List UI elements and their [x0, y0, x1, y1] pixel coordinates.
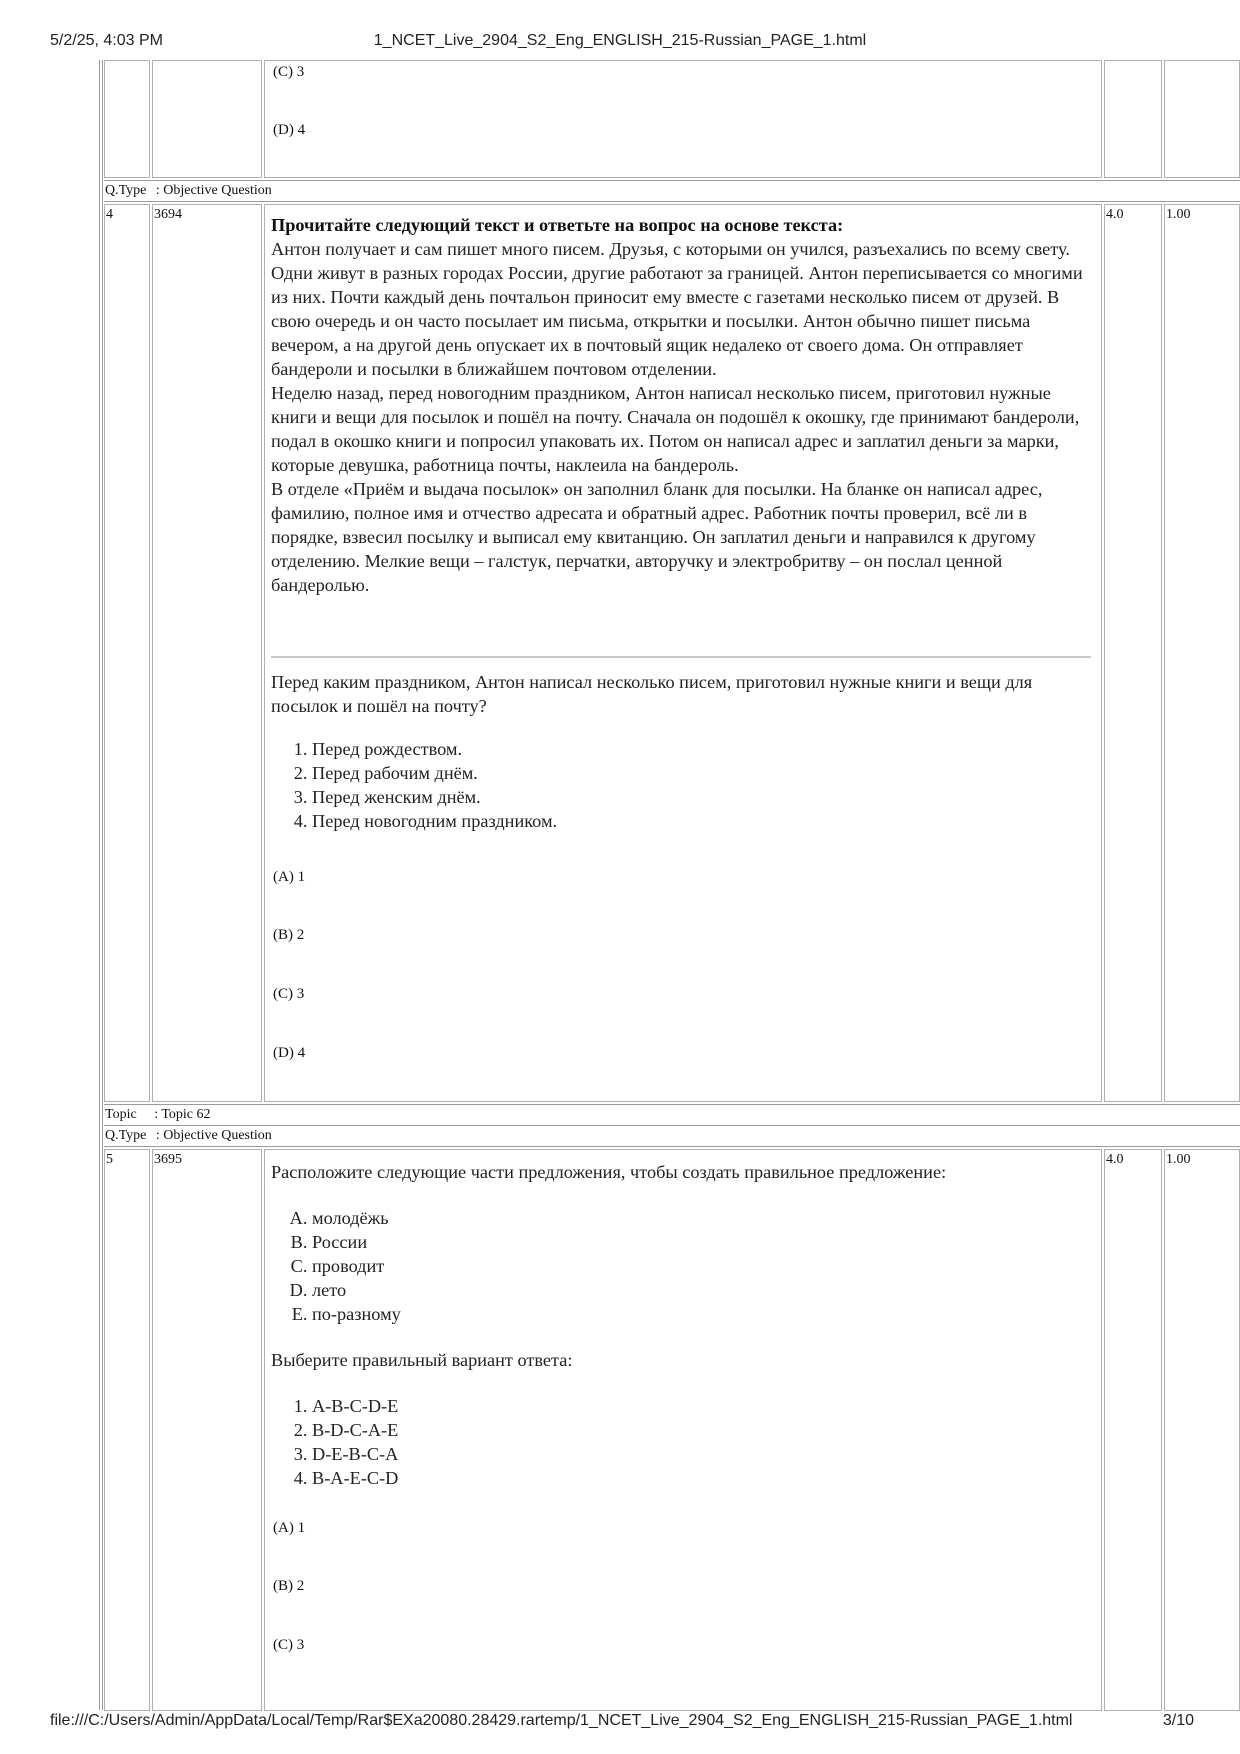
q4-paragraph-2: Неделю назад, перед новогодним праздником, Антон написал несколько писем, приготовил нужные книги и вещи для посылок и пошёл на почту. Сначала он подошёл к окошку, где принимают бандероли, подал в окошко книги и попросил упаковать их. Потом он написал адрес и заплатил деньги за марки, которые девушка, работница почты, наклеила на бандероль.	[271, 383, 1080, 475]
q4-question-text: Перед каким праздником, Антон написал несколько писем, приготовил нужные книги и вещи для посылок и пошёл на почту?	[271, 672, 1033, 716]
row-divider	[104, 1125, 1240, 1126]
q4-choice-2: 2. Перед рабочим днём.	[312, 761, 557, 785]
q5-parts-list	[268, 1206, 401, 1326]
qtype-label-4: Q.Type : Objective Question	[105, 183, 272, 198]
q5-option-c: (C) 3	[273, 1637, 305, 1653]
q4-choice-3: 3. Перед женским днём.	[312, 785, 557, 809]
print-header	[0, 32, 1240, 52]
q5-part-b: B. России	[312, 1230, 401, 1254]
prev-sno-cell	[104, 60, 150, 178]
q5-choices-list	[268, 1394, 398, 1490]
prev-neg-cell	[1164, 60, 1240, 178]
q4-heading: Прочитайте следующий текст и ответьте на вопрос на основе текста:	[271, 215, 844, 235]
q5-choice-2: 2. B-D-C-A-E	[312, 1418, 398, 1442]
q5-part-a: A. молодёжь	[312, 1206, 401, 1230]
q4-negative-marks: 1.00	[1166, 207, 1191, 222]
row-divider	[104, 180, 1240, 181]
q4-paragraph-1: Антон получает и сам пишет много писем. Друзья, с которыми он учился, разъехались по всему свету. Одни живут в разных городах России, другие работают за границей. Антон переписывается со многими из них. Почти каждый день почтальон приносит ему вместе с газетами несколько писем от друзей. В свою очередь и он часто посылает им письма, открытки и посылки. Антон обычно пишет письма вечером, а на другой день опускает их в почтовый ящик недалеко от своего дома. Он отправляет бандероли и посылки в ближайшем почтовом отделении.	[271, 239, 1083, 379]
q4-paragraph-3: В отделе «Приём и выдача посылок» он заполнил бланк для посылки. На бланке он написал адрес, фамилию, полное имя и отчество адресата и обратный адрес. Работник почты проверил, всё ли в порядке, взвесил посылку и выписал ему квитанцию. Он заплатил деньги и направился к другому отделению. Мелкие вещи – галстук, перчатки, авторучку и электробритву – он послал ценной бандеролью.	[271, 479, 1043, 595]
q5-qid-cell	[152, 1149, 262, 1711]
q5-negative-marks: 1.00	[1166, 1152, 1191, 1167]
row-divider	[104, 201, 1240, 202]
table-border-left	[99, 60, 100, 1710]
q5-part-d: D. лето	[312, 1278, 401, 1302]
q4-passage	[271, 213, 1091, 597]
q4-option-c: (C) 3	[273, 986, 305, 1002]
prev-marks-cell	[1104, 60, 1162, 178]
q4-option-d: (D) 4	[273, 1045, 306, 1061]
q5-prompt: Выберите правильный вариант ответа:	[271, 1350, 573, 1370]
q5-option-b: (B) 2	[273, 1578, 305, 1594]
prev-option-c: (C) 3	[273, 64, 305, 80]
q4-question-id: 3694	[154, 207, 182, 222]
prev-option-d: (D) 4	[273, 122, 306, 138]
file-path: file:///C:/Users/Admin/AppData/Local/Temp/Rar$EXa20080.28429.rartemp/1_NCET_Live_2904_S2_Eng_ENGLISH_215-Russian_PAGE_1.html	[50, 1712, 1073, 1729]
q4-serial-number: 4	[106, 207, 113, 222]
q5-part-e: E. по-разному	[312, 1302, 401, 1326]
print-title: 1_NCET_Live_2904_S2_Eng_ENGLISH_215-Russian_PAGE_1.html	[373, 32, 867, 49]
q4-neg-cell	[1164, 204, 1240, 1102]
q5-sno-cell	[104, 1149, 150, 1711]
q4-option-b: (B) 2	[273, 927, 305, 943]
q5-option-a: (A) 1	[273, 1520, 306, 1536]
q4-sno-cell	[104, 204, 150, 1102]
q5-marks: 4.0	[1106, 1152, 1124, 1167]
q5-part-c: C. проводит	[312, 1254, 401, 1278]
q5-choice-4: 4. B-A-E-C-D	[312, 1466, 398, 1490]
print-footer	[0, 1712, 1240, 1732]
q4-choices-list	[268, 737, 557, 833]
row-divider	[104, 1104, 1240, 1105]
prev-question-cell	[264, 60, 1102, 178]
q5-choice-3: 3. D-E-B-C-A	[312, 1442, 398, 1466]
q4-marks-cell	[1104, 204, 1162, 1102]
q4-marks: 4.0	[1106, 207, 1124, 222]
q5-marks-cell	[1104, 1149, 1162, 1711]
qtype-label-5: Q.Type : Objective Question	[105, 1128, 272, 1143]
q4-choice-4: 4. Перед новогодним праздником.	[312, 809, 557, 833]
q5-neg-cell	[1164, 1149, 1240, 1711]
q4-qid-cell	[152, 204, 262, 1102]
row-divider	[104, 1146, 1240, 1147]
q5-question-id: 3695	[154, 1152, 182, 1167]
table-border-left-inner	[102, 60, 103, 1710]
topic-label: Topic : Topic 62	[105, 1107, 211, 1122]
q4-choice-1: 1. Перед рождеством.	[312, 737, 557, 761]
q4-option-a: (A) 1	[273, 869, 306, 885]
page-number: 3/10	[1162, 1712, 1194, 1729]
q5-choice-1: 1. A-B-C-D-E	[312, 1394, 398, 1418]
q5-serial-number: 5	[106, 1152, 113, 1167]
print-datetime: 5/2/25, 4:03 PM	[50, 32, 163, 49]
q5-instruction: Расположите следующие части предложения, чтобы создать правильное предложение:	[271, 1162, 947, 1182]
q4-separator	[271, 656, 1091, 658]
prev-qid-cell	[152, 60, 262, 178]
